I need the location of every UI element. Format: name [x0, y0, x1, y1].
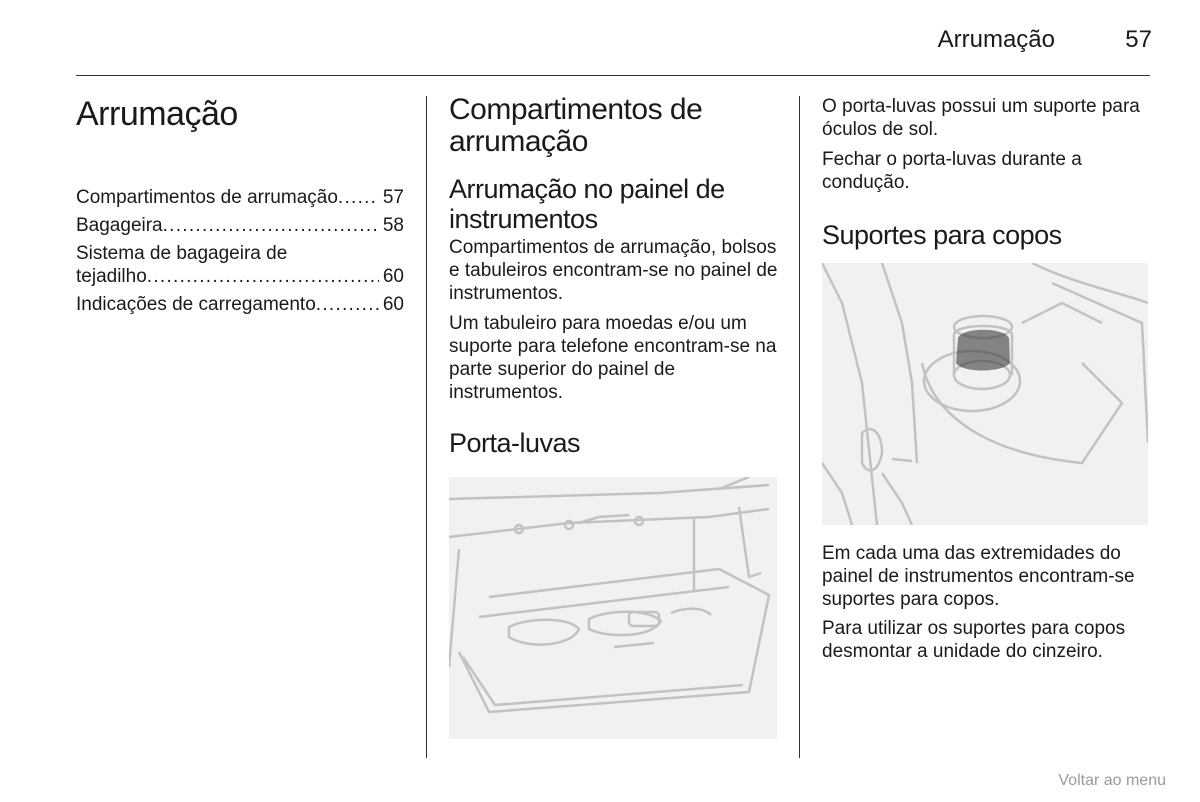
toc-entry-label: Compartimentos de arrumação: [76, 187, 338, 208]
toc-entry-label: Bagageira: [76, 215, 163, 236]
cupholder-drawing: [822, 263, 1148, 525]
content-column-2: [449, 94, 779, 458]
toc-entry[interactable]: [76, 214, 404, 237]
table-of-contents: [76, 186, 404, 316]
subsection-title: Suportes para copos: [822, 220, 1062, 250]
content-column-3-lower: [822, 542, 1152, 663]
body-paragraph: Para utilizar os suportes para copos desmontar a unidade do cinzeiro.: [822, 618, 1126, 662]
header-rule: [76, 75, 1150, 76]
subsection-title: Porta-luvas: [449, 428, 581, 458]
toc-leader: [163, 214, 379, 237]
toc-leader: [147, 265, 379, 288]
toc-entry-page: 60: [382, 294, 404, 315]
toc-leader: [316, 293, 379, 316]
page-number: 57: [1125, 26, 1152, 53]
glovebox-drawing: [449, 477, 777, 739]
section-title: Compartimentos de arrumação: [449, 93, 703, 158]
toc-entry-page: 60: [382, 266, 404, 287]
body-paragraph: O porta-luvas possui um suporte para óculos de sol.: [822, 96, 1140, 140]
chapter-title: Arrumação: [76, 95, 238, 133]
back-to-menu-link[interactable]: Voltar ao menu: [1058, 772, 1166, 789]
body-paragraph: Compartimentos de arrumação, bolsos e tabuleiros encontram-se no painel de instrumentos.: [449, 237, 778, 304]
toc-entry-page: 57: [382, 187, 404, 208]
toc-leader: [338, 186, 379, 209]
cupholder-illustration: [822, 263, 1148, 525]
glovebox-illustration: [449, 477, 777, 739]
running-header-title: Arrumação: [937, 26, 1055, 53]
toc-entry[interactable]: [76, 242, 404, 288]
body-paragraph: Em cada uma das extremidades do painel de instrumentos encontram-se suportes para copos.: [822, 543, 1135, 610]
body-paragraph: Um tabuleiro para moedas e/ou um suporte para telefone encontram-se na parte superior do painel de instrumentos.: [449, 313, 777, 403]
column-divider: [426, 96, 427, 758]
column-divider: [799, 96, 800, 758]
subsection-title: Arrumação no painel de instrumentos: [449, 174, 725, 234]
toc-entry[interactable]: [76, 186, 404, 209]
body-paragraph: Fechar o porta-luvas durante a condução.: [822, 149, 1082, 193]
toc-entry-page: 58: [382, 215, 404, 236]
content-column-3: [822, 94, 1152, 250]
toc-entry-label-line1: Sistema de bagageira de: [76, 243, 288, 264]
toc-entry-label: Indicações de carregamento: [76, 294, 316, 315]
toc-entry[interactable]: [76, 293, 404, 316]
toc-entry-label: tejadilho: [76, 266, 147, 287]
toc-column: [76, 94, 404, 321]
